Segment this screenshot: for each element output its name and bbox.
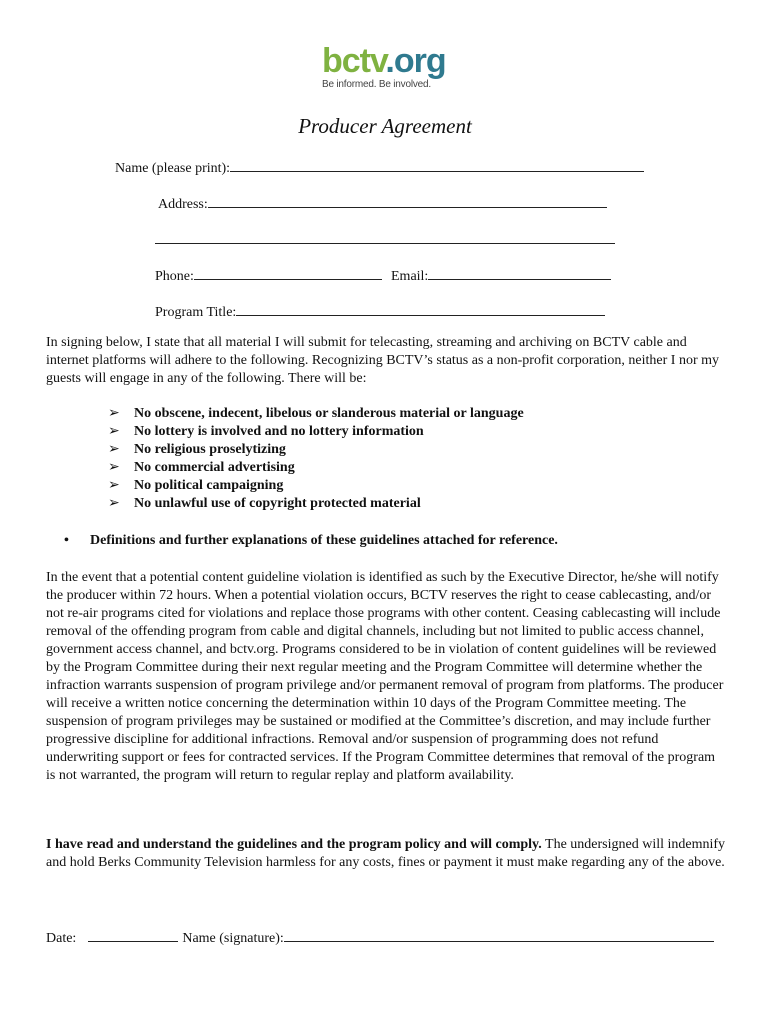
address-line[interactable] <box>208 193 607 208</box>
address-field[interactable] <box>158 193 607 213</box>
phone-label: Phone: <box>155 269 194 284</box>
list-item: ➢ No commercial advertising <box>108 460 295 475</box>
bctv-logo <box>322 44 452 90</box>
list-item: ➢ No unlawful use of copyright protected material <box>108 496 421 511</box>
list-item: ➢ No lottery is involved and no lottery information <box>108 424 424 439</box>
arrow-bullet-icon: ➢ <box>108 460 120 475</box>
document-title: Producer Agreement <box>298 114 472 138</box>
arrow-bullet-icon: ➢ <box>108 442 120 457</box>
email-label: Email: <box>391 269 429 284</box>
name-print-line[interactable] <box>230 157 644 172</box>
arrow-bullet-icon: ➢ <box>108 496 120 511</box>
email-line[interactable] <box>428 265 611 280</box>
violation-paragraph: In the event that a potential content guideline violation is identified as such by the Executive Director, he/she will notify the producer within 72 hours. When a potential violation occurs, BCTV reserves the right to cease cablecasting, and/or not re-air programs cited for violations and replace those programs with other content. Ceasing cablecasting will include removal of the offending program from cable and digital channels, including but not limited to public access channel, government access channel, and bctv.org. Programs considered to be in violation of content guidelines will be reviewed by the Program Committee during their next regular meeting and the Program Committee will determine whether the infraction warrants suspension of program privilege and/or permanent removal of program from platforms. The producer will receive a written notice concerning the determination within 10 days of the Program Committee meeting. The suspension of program privileges may be sustained or modified at the Committee’s discretion, and may include further progressive discipline for additional infractions. Removal and/or suspension of programming does not refund underwriting support or fees for contracted services. If the Program Committee determines that removal of the program is not warranted, the program will return to regular replay and platform availability. <box>46 570 724 783</box>
date-label: Date: <box>46 931 77 946</box>
program-title-line[interactable] <box>236 301 605 316</box>
arrow-bullet-icon: ➢ <box>108 424 120 439</box>
agreement-statement: I have read and understand the guidelines and the program policy and will comply. <box>46 837 542 852</box>
signature-row <box>46 927 714 947</box>
dot-bullet-icon: • <box>64 533 69 548</box>
phone-field[interactable] <box>155 265 382 285</box>
agreement-indemnity: The undersigned will indemnify and hold Berks Community Television harmless for any costs, fines or payment it must make regarding any of the above. <box>46 837 726 870</box>
intro-paragraph: In signing below, I state that all material I will submit for telecasting, streaming and archiving on BCTV cable and internet platforms will adhere to the following. Recognizing BCTV’s status as a non-profit corporation, neither I nor my guests will engage in any of the following. There will be: <box>46 335 720 386</box>
program-title-field[interactable] <box>155 301 605 321</box>
email-field[interactable] <box>391 265 611 285</box>
signature-name-label: Name (signature): <box>182 931 284 946</box>
agreement-paragraph <box>46 836 726 872</box>
phone-line[interactable] <box>194 265 382 280</box>
arrow-bullet-icon: ➢ <box>108 406 120 421</box>
address-line-2[interactable] <box>155 229 615 244</box>
arrow-bullet-icon: ➢ <box>108 478 120 493</box>
program-title-label: Program Title: <box>155 305 237 320</box>
address-label: Address: <box>158 197 208 212</box>
logo-tagline: Be informed. Be involved. <box>322 79 431 90</box>
list-item: ➢ No political campaigning <box>108 478 284 493</box>
name-print-field[interactable] <box>115 157 644 177</box>
list-item: ➢ No religious proselytizing <box>108 442 286 457</box>
definitions-note: • Definitions and further explanations of these guidelines attached for reference. <box>64 533 558 548</box>
date-line[interactable] <box>88 927 178 942</box>
list-item: ➢ No obscene, indecent, libelous or slanderous material or language <box>108 406 524 421</box>
rules-list <box>108 405 524 513</box>
signature-line[interactable] <box>284 927 714 942</box>
name-print-label: Name (please print): <box>115 161 231 176</box>
logo-wordmark: bctv.org <box>322 42 446 80</box>
